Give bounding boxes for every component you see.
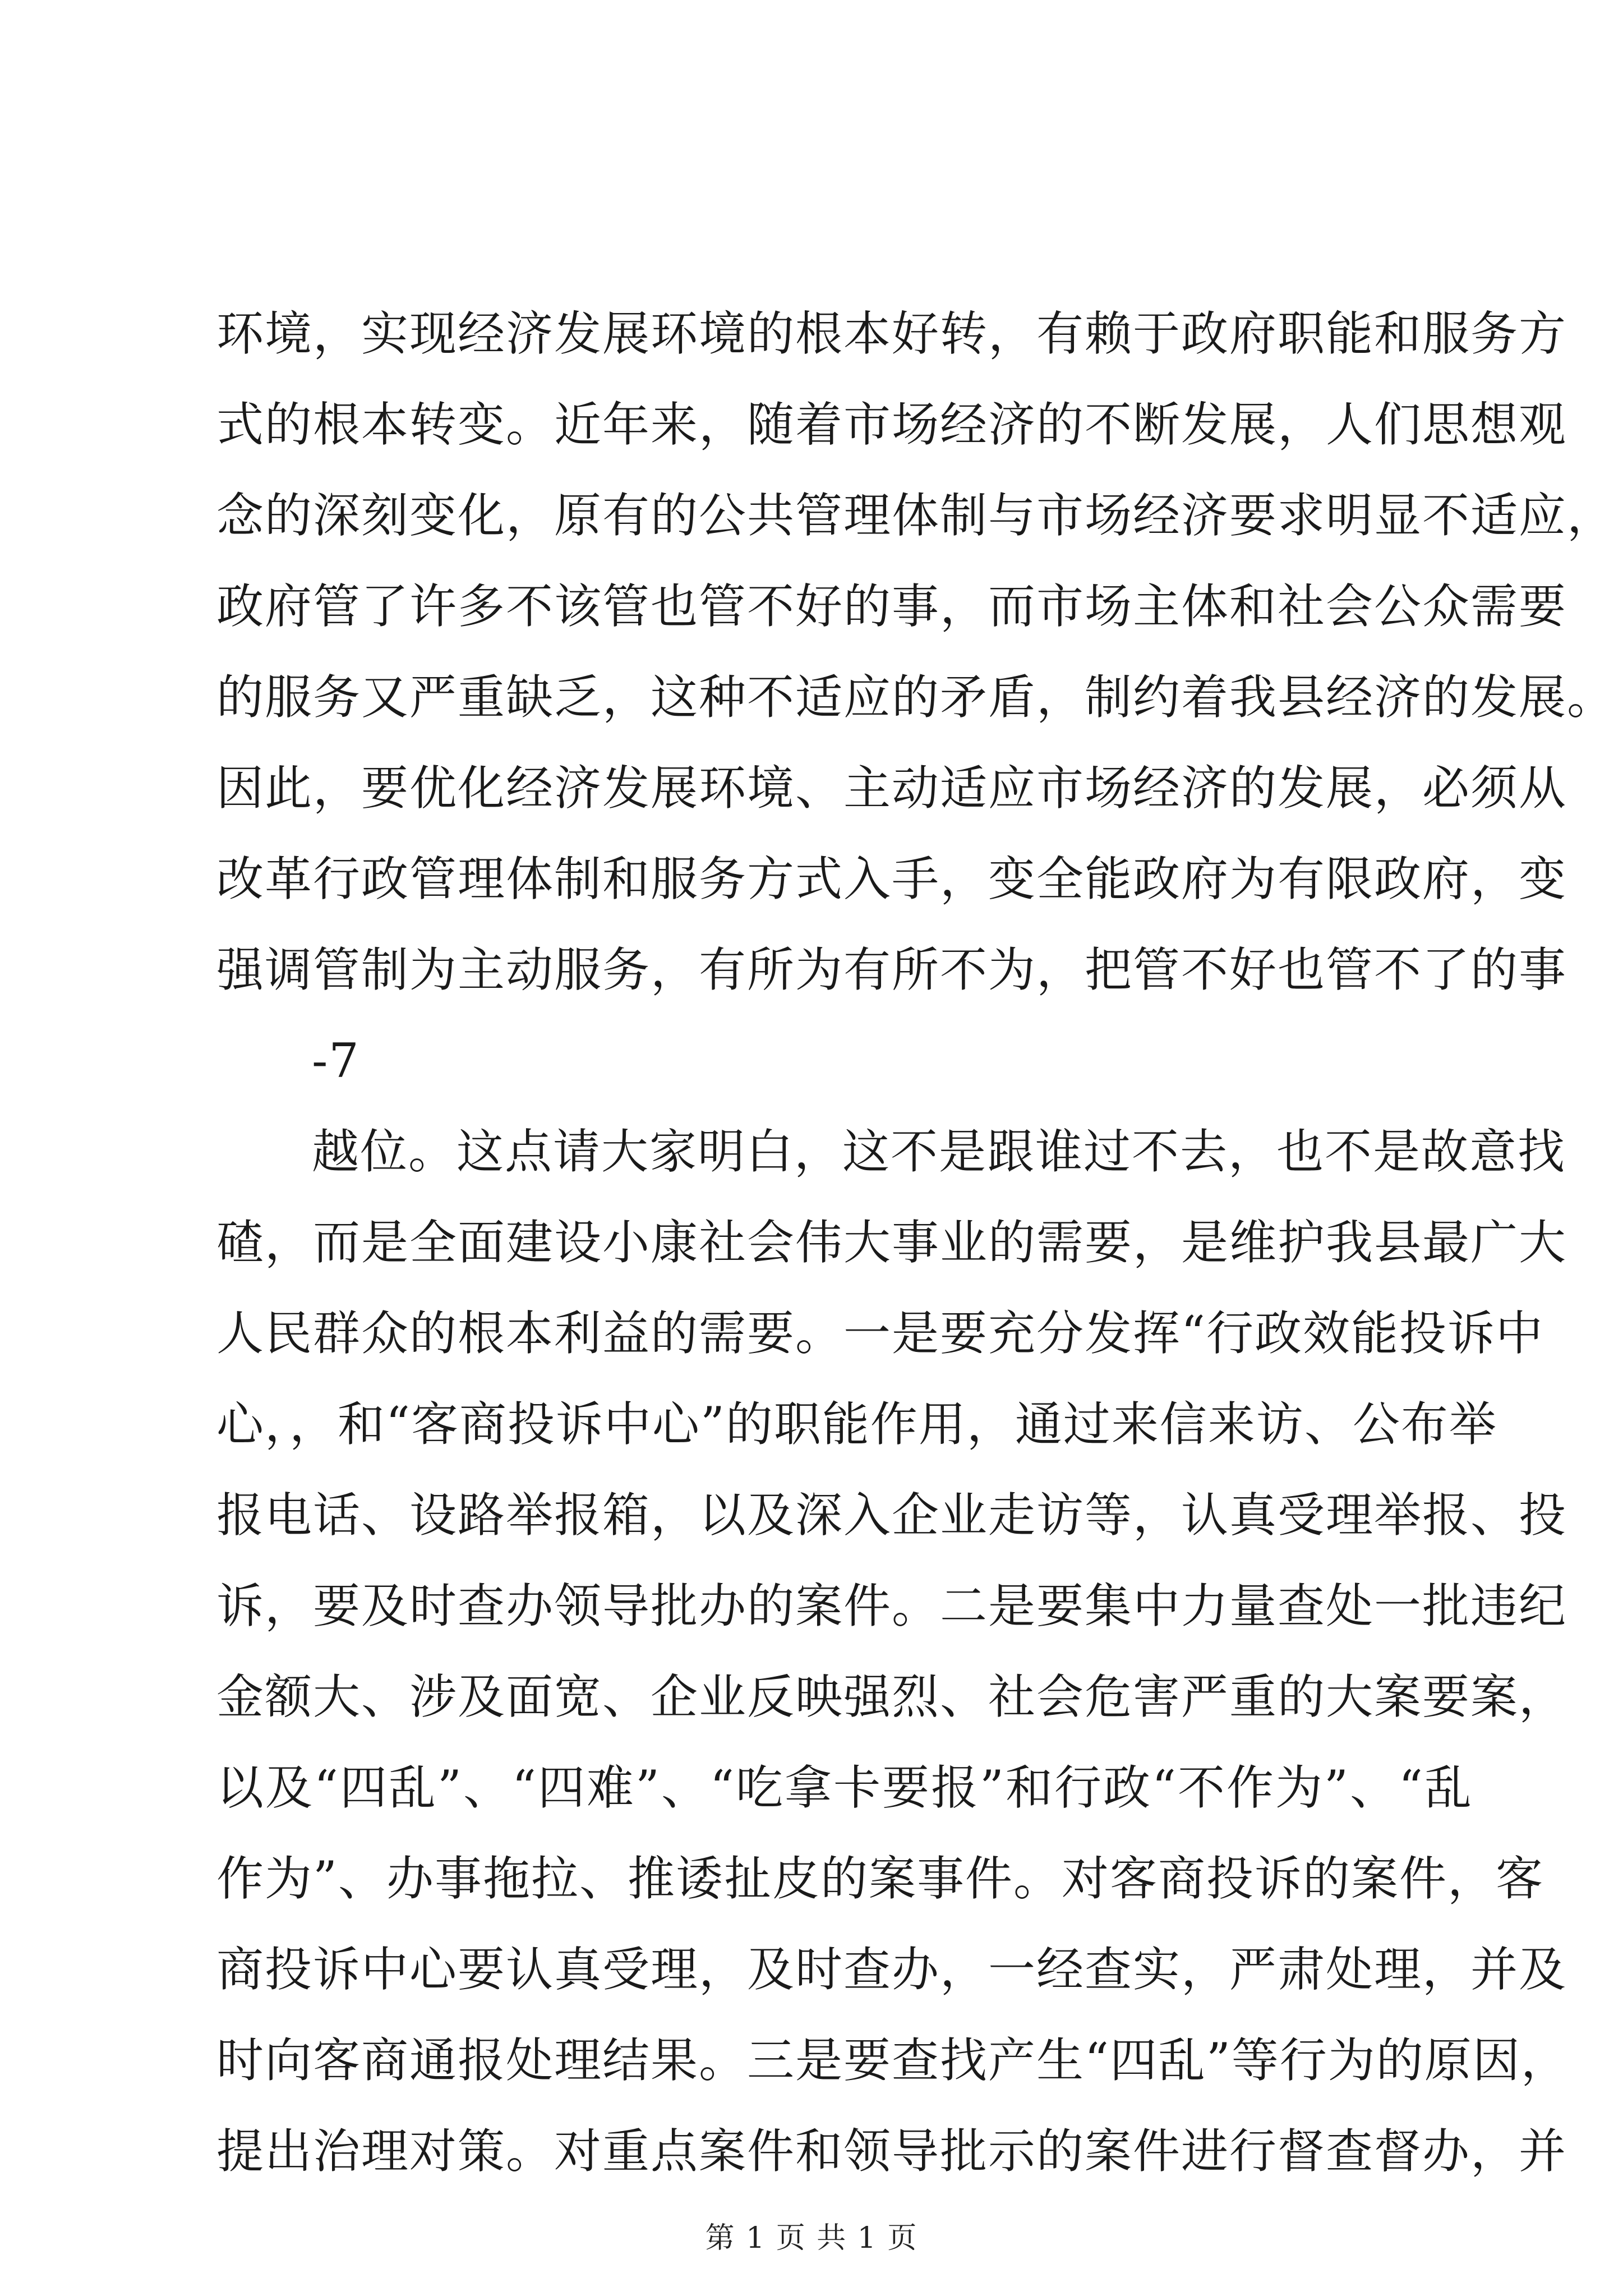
paragraph-line: 改革行政管理体制和服务方式入手，变全能政府为有限政府，变 [216,852,1567,907]
paragraph-line: 作为”、办事拖拉、推诿扯皮的案事件。对客商投诉的案件，客 [216,1851,1544,1906]
paragraph-line: 心，，和“客商投诉中心”的职能作用，通过来信来访、公布举 [216,1397,1497,1452]
paragraph-line: 念的深刻变化，原有的公共管理体制与市场经济要求明显不适应， [216,488,1616,543]
paragraph-line: 提出治理对策。对重点案件和领导批示的案件进行督查督办，并 [216,2124,1567,2179]
paragraph-first-line: 越位。这点请大家明白，这不是跟谁过不去，也不是故意找 [312,1124,1566,1179]
paragraph-line: 政府管了许多不该管也管不好的事，而市场主体和社会公众需要 [216,579,1567,634]
page-marker: -7 [312,1033,360,1088]
paragraph-line: 碴，而是全面建设小康社会伟大事业的需要，是维护我县最广大 [216,1215,1567,1270]
paragraph-line: 人民群众的根本利益的需要。一是要充分发挥“行政效能投诉中 [216,1306,1544,1361]
paragraph-line: 因此，要优化经济发展环境、主动适应市场经济的发展，必须从 [216,761,1567,816]
paragraph-line: 的服务又严重缺乏，这种不适应的矛盾，制约着我县经济的发展。 [216,670,1616,725]
page-footer: 第 1 页 共 1 页 [705,2221,918,2255]
paragraph-line: 商投诉中心要认真受理，及时查办，一经查实，严肃处理，并及 [216,1942,1567,1997]
paragraph-line: 环境，实现经济发展环境的根本好转，有赖于政府职能和服务方 [216,306,1567,361]
paragraph-line: 式的根本转变。近年来，随着市场经济的不断发展，人们思想观 [216,397,1567,452]
paragraph-line: 强调管制为主动服务，有所为有所不为，把管不好也管不了的事 [216,942,1567,997]
paragraph-line: 时向客商通报处理结果。三是要查找产生“四乱”等行为的原因， [216,2033,1569,2088]
paragraph-line: 金额大、涉及面宽、企业反映强烈、社会危害严重的大案要案， [216,1669,1567,1724]
paragraph-line: 报电话、设路举报箱，以及深入企业走访等，认真受理举报、投 [216,1488,1567,1543]
paragraph-line: 以及“四乱”、“四难”、“吃拿卡要报”和行政“不作为”、“乱 [216,1760,1473,1815]
paragraph-line: 诉，要及时查办领导批办的案件。二是要集中力量查处一批违纪 [216,1579,1567,1634]
